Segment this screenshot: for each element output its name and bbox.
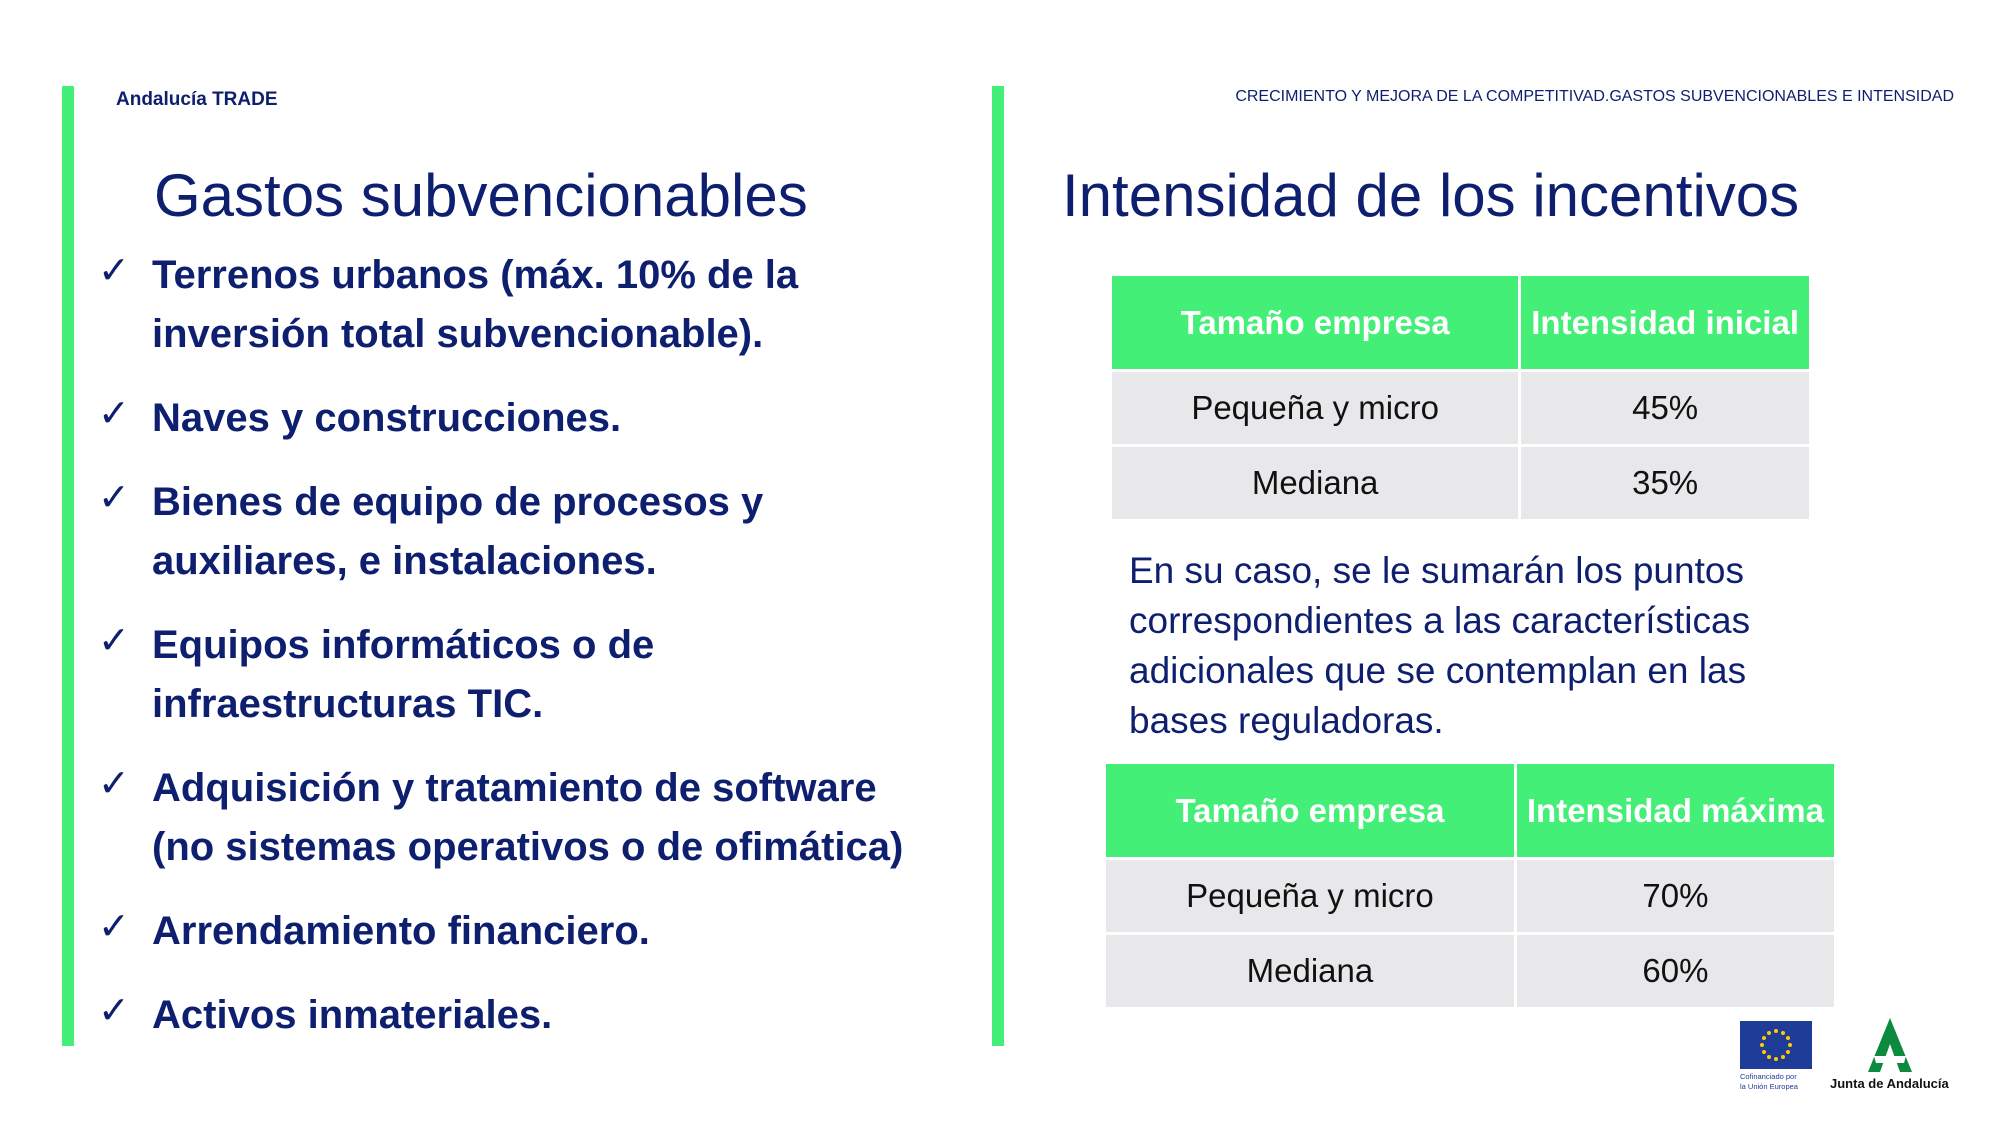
table-row [1106,934,1834,1008]
table-cell: 60% [1515,934,1834,1008]
table-header-intensity: Intensidad máxima [1515,764,1834,859]
table-cell: 45% [1520,371,1809,446]
list-item-text: Adquisición y tratamiento de software (no sistemas operativos o de ofimática) [152,766,904,869]
check-icon: ✓ [98,990,130,1032]
list-item-text: Equipos informáticos o de infraestructuras TIC. [152,623,655,726]
check-icon: ✓ [98,477,130,519]
check-icon: ✓ [98,906,130,948]
table-cell: Mediana [1106,934,1515,1008]
eu-flag-icon [1740,1021,1812,1069]
left-title: Gastos subvencionables [154,162,808,229]
list-item-text: Activos inmateriales. [152,993,553,1037]
table-header-size: Tamaño empresa [1112,276,1520,371]
list-item [98,473,918,591]
eu-caption: Cofinanciado por la Unión Europea [1740,1072,1798,1091]
right-accent-bar [992,86,1004,1046]
right-title: Intensidad de los incentivos [1062,162,1800,229]
list-item [98,759,918,877]
left-accent-bar [62,86,74,1046]
table-row [1112,371,1809,446]
list-item [98,616,918,734]
list-item-text: Arrendamiento financiero. [152,909,650,953]
table-row [1106,859,1834,934]
ja-emblem-icon [1830,1016,1950,1074]
check-icon: ✓ [98,763,130,805]
table-header-intensity: Intensidad inicial [1520,276,1809,371]
table-cell: Pequeña y micro [1112,371,1520,446]
check-icon: ✓ [98,250,130,292]
table-header-size: Tamaño empresa [1106,764,1515,859]
check-icon: ✓ [98,620,130,662]
list-item-text: Terrenos urbanos (máx. 10% de la inversión total subvencionable). [152,253,799,356]
list-item-text: Naves y construcciones. [152,396,622,440]
brand-label: Andalucía TRADE [116,89,278,110]
table-cell: Mediana [1112,446,1520,520]
ja-label: Junta de Andalucía [1830,1076,1949,1091]
table-cell: 70% [1515,859,1834,934]
list-item-text: Bienes de equipo de procesos y auxiliares, e instalaciones. [152,480,764,583]
max-intensity-table [1106,764,1834,1007]
initial-intensity-table [1112,276,1809,519]
eu-logo [1740,1021,1812,1094]
junta-andalucia-logo [1830,1016,1950,1096]
table-cell: Pequeña y micro [1106,859,1515,934]
note-text: En su caso, se le sumarán los puntos correspondientes a las características adicionales que se contemplan en las bases reguladoras. [1129,550,1751,741]
expense-list [98,246,918,1070]
table-cell: 35% [1520,446,1809,520]
list-item [98,389,918,448]
list-item [98,246,918,364]
table-row [1112,446,1809,520]
list-item [98,986,918,1045]
check-icon: ✓ [98,393,130,435]
section-header: CRECIMIENTO Y MEJORA DE LA COMPETITIVAD.GASTOS SUBVENCIONABLES E INTENSIDAD [1235,88,1954,105]
list-item [98,902,918,961]
